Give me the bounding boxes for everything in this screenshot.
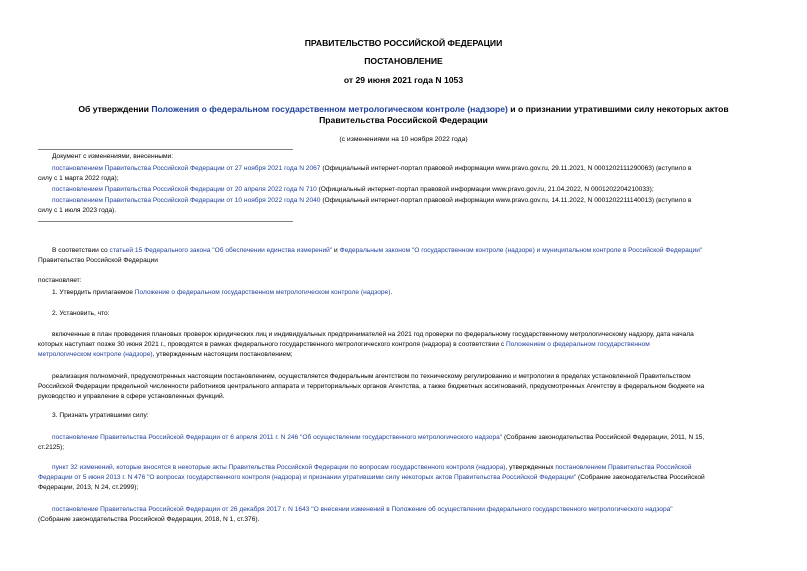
amendments-intro: Документ с изменениями, внесенными:	[52, 153, 174, 160]
repealed-act-3-link[interactable]: постановление Правительства Российской Федерации от 26 декабря 2017 г. N 1643 "О внесении изменений в Положение об осуществлении федерального государственного метрологического надзора"	[52, 506, 673, 513]
repealed-act-2	[52, 463, 772, 473]
item-2-para-1-line-3	[38, 350, 772, 360]
law-link-2[interactable]: Федеральным законом "О государственном контроле (надзоре) и муниципальном контроле в Российской Федерации"	[339, 247, 703, 254]
document-date: от 29 июня 2021 года N 1053	[343, 75, 464, 85]
decree-word: постановляет:	[38, 277, 82, 284]
item-2-para-1-end: , утвержденным настоящим постановлением;	[152, 351, 293, 358]
item-2-para-1-line-2	[38, 340, 772, 350]
government-heading: ПРАВИТЕЛЬСТВО РОССИЙСКОЙ ФЕДЕРАЦИИ	[304, 38, 503, 48]
amendment-1-link[interactable]: постановлением Правительства Российской Федерации от 27 ноября 2021 года N 2067	[52, 165, 321, 172]
amendment-3-link[interactable]: постановлением Правительства Российской Федерации от 10 ноября 2022 года N 2040	[52, 197, 321, 204]
document-title	[0, 104, 807, 115]
amendment-3-cont: силу с 1 июля 2023 года).	[38, 207, 117, 214]
amendment-1-source: (Официальный интернет-портал правовой информации www.pravo.gov.ru, 29.11.2021, N 0001202111290063) (вступило в	[320, 165, 692, 172]
changes-note: (с изменениями на 10 ноября 2022 года)	[339, 136, 468, 143]
item-2-para-1-line-1: включенные в план проведения плановых проверок юридических лиц и индивидуальных предпринимателей на 2021 год проверки по федеральному государственному метрологическому надзору, дата начала	[52, 331, 694, 338]
repealed-act-3	[52, 505, 772, 515]
divider-bottom	[38, 221, 293, 222]
amendment-2	[52, 185, 772, 195]
repealed-act-2-link[interactable]: пункт 32 изменений, которые вносятся в некоторые акты Правительства Российской Федерации по вопросам государственного контроля (надзора)	[52, 464, 506, 471]
amendment-2-link[interactable]: постановлением Правительства Российской Федерации от 20 апреля 2022 года N 710	[52, 186, 317, 193]
title-link[interactable]: Положения о федеральном государственном метрологическом контроле (надзоре)	[151, 104, 508, 114]
title-line-2: Правительства Российской Федерации	[319, 115, 488, 125]
repealed-act-2-link-2[interactable]: постановлением Правительства Российской	[555, 464, 692, 471]
amendment-2-source: (Официальный интернет-портал правовой информации www.pravo.gov.ru, 21.04.2022, N 0001202204210033);	[316, 186, 654, 193]
preamble-text-a: В соответствии со	[52, 247, 110, 254]
regulation-link[interactable]: Положение о федеральном государственном метрологическом контроле (надзоре)	[134, 289, 391, 296]
repealed-act-2-line-2	[38, 473, 772, 483]
repealed-act-2-source: (Собрание законодательства Российской	[576, 474, 705, 481]
repealed-act-3-cont: (Собрание законодательства Российской Федерации, 2018, N 1, ст.376).	[38, 516, 260, 523]
repealed-act-2-line-3: Федерации, 2013, N 24, ст.2999);	[38, 484, 139, 491]
law-link-1[interactable]: статьей 15 Федерального закона "Об обеспечении единства измерений"	[109, 247, 333, 254]
divider-top	[38, 149, 293, 150]
item-2-para-2-line-2: Российской Федерации предельной численности работников центрального аппарата и территориальных органов Агентства, а также бюджетных ассигнований, предусмотренных Агентству в федеральном бюджете на	[38, 383, 705, 390]
repealed-act-2-link-3[interactable]: Федерации от 5 июня 2013 г. N 476 "О вопросах государственного контроля (надзора) и признании утратившими силу некоторых актов Правительства Российской Федерации"	[38, 474, 577, 481]
item-2-para-2-line-3: руководство и управление в сфере установленных функций.	[38, 393, 225, 400]
item-3: 3. Признать утратившими силу:	[52, 412, 149, 419]
repealed-act-1-link[interactable]: постановление Правительства Российской Федерации от 6 апреля 2011 г. N 246 "Об осуществлении государственного метрологического надзора"	[52, 434, 503, 441]
amendment-3	[52, 196, 772, 206]
repealed-act-1-source: (Собрание законодательства Российской Федерации, 2011, N 15,	[502, 434, 705, 441]
document-type: ПОСТАНОВЛЕНИЕ	[364, 56, 443, 66]
repealed-act-1	[52, 433, 772, 443]
preamble	[52, 246, 772, 256]
item-1-end: .	[390, 289, 393, 296]
preamble-cont: Правительство Российской Федерации	[38, 257, 158, 264]
item-1	[52, 288, 772, 298]
title-suffix: и о признании утратившими силу некоторых актов	[507, 104, 729, 114]
preamble-text-b: и	[332, 247, 340, 254]
regulation-link-2-cont[interactable]: метрологическом контроле (надзоре)	[38, 351, 153, 358]
amendment-3-source: (Официальный интернет-портал правовой информации www.pravo.gov.ru, 14.11.2022, N 0001202211140013) (вступило в	[320, 197, 692, 204]
title-prefix: Об утверждении	[78, 104, 152, 114]
item-2-para-1-text: которых наступает позже 30 июня 2021 г., проводятся в рамках федерального государственного метрологического контроля (надзора) в соответствии с	[38, 341, 506, 348]
repealed-act-2-text: , утвержденных	[505, 464, 556, 471]
amendment-1	[52, 164, 772, 174]
amendment-1-cont: силу с 1 марта 2022 года);	[38, 175, 119, 182]
item-2: 2. Установить, что:	[52, 310, 110, 317]
item-1-text: 1. Утвердить прилагаемое	[52, 289, 135, 296]
item-2-para-2-line-1: реализация полномочий, предусмотренных настоящим постановлением, осуществляется Федеральным агентством по техническому регулированию и метрологии в пределах установленной Правительством	[52, 373, 691, 380]
repealed-act-1-cont: ст.2125);	[38, 444, 65, 451]
regulation-link-2[interactable]: Положением о федеральном государственном	[506, 341, 650, 348]
